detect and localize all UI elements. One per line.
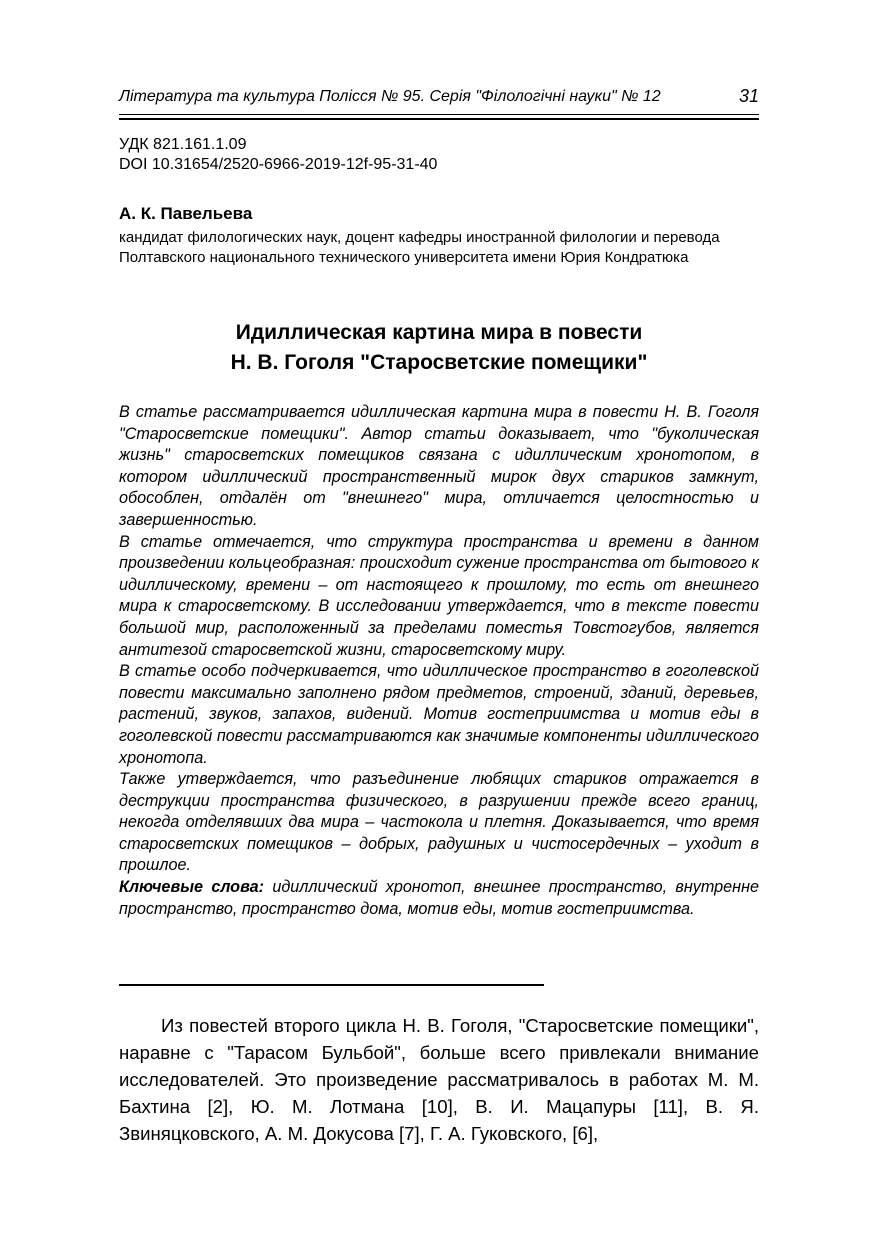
abstract (119, 402, 759, 920)
keywords-label: Ключевые слова: (119, 878, 265, 897)
article-title (119, 318, 759, 378)
article-meta (119, 135, 437, 175)
running-header (119, 88, 759, 114)
abstract-paragraph: В статье отмечается, что структура пространства и времени в данном произведении кольцеобразная: происходит сужение пространства от бытового к идиллическому, времени – от настоящего к прошлому, то есть от внешнего мира к старосветскому. В исследовании утверждается, что в тексте повести большой мир, расположенный за пределами поместья Товстогубов, является антитезой старосветской жизни, старосветскому миру. (119, 532, 759, 659)
abstract-paragraph: В статье особо подчеркивается, что идиллическое пространство в гоголевской повести максимально заполнено рядом предметов, строений, зданий, деревьев, растений, звуков, запахов, видений. Мотив гостеприимства и мотив еды в гоголевской повести рассматриваются как значимые компоненты идиллического хронотопа. (119, 662, 759, 767)
abstract-paragraph: В статье рассматривается идиллическая картина мира в повести Н. В. Гоголя "Старосветские помещики". Автор статьи доказывает, что "буколическая жизнь" старосветских помещиков связана с идиллическим хронотопом, в котором идиллический пространственный мирок двух стариков замкнут, обособлен, отдалён от "внешнего" мира, отличается целостностью и завершенностью. (119, 403, 759, 529)
udk-code: УДК 821.161.1.09 (119, 136, 247, 153)
affiliation-line: кандидат филологических наук, доцент кафедры иностранной филологии и перевода (119, 229, 720, 246)
abstract-separator (119, 984, 544, 986)
header-rule-thin (119, 114, 759, 115)
affiliation-line: Полтавского национального технического университета имени Юрия Кондратюка (119, 249, 689, 266)
body-paragraph: Из повестей второго цикла Н. В. Гоголя, "Старосветские помещики", наравне с "Тарасом Бульбой", больше всего привлекали внимание исследователей. Это произведение рассматривалось в работах М. М. Бахтина [2], Ю. М. Лотмана [10], В. И. Мацапуры [11], В. Я. Звиняцковского, А. М. Докусова [7], Г. А. Гуковского, [6], (119, 1015, 759, 1144)
page-number: 31 (738, 86, 759, 106)
title-line: Н. В. Гоголя "Старосветские помещики" (230, 351, 648, 374)
author-name: А. К. Павельева (119, 204, 253, 223)
author-affiliation (119, 228, 779, 268)
keywords-list: идиллический хронотоп, внешнее пространство, внутренне пространство, пространство дома, мотив еды, мотив гостеприимства. (119, 878, 759, 918)
abstract-paragraph: Также утверждается, что разъединение любящих стариков отражается в деструкции пространства физического, в разрушении прежде всего границ, некогда отделявших два мира – частокола и плетня. Доказывается, что время старосветских помещиков – добрых, радушных и чистосердечных – уходит в прошлое. (119, 770, 759, 875)
keywords (119, 877, 759, 920)
journal-title: Література та культура Полісся № 95. Серія "Філологічні науки" № 12 (119, 88, 661, 105)
header-rule-thick (119, 118, 759, 120)
doi: DOI 10.31654/2520-6966-2019-12f-95-31-40 (119, 156, 438, 173)
title-line: Идиллическая картина мира в повести (235, 321, 643, 344)
main-text (119, 1012, 759, 1147)
